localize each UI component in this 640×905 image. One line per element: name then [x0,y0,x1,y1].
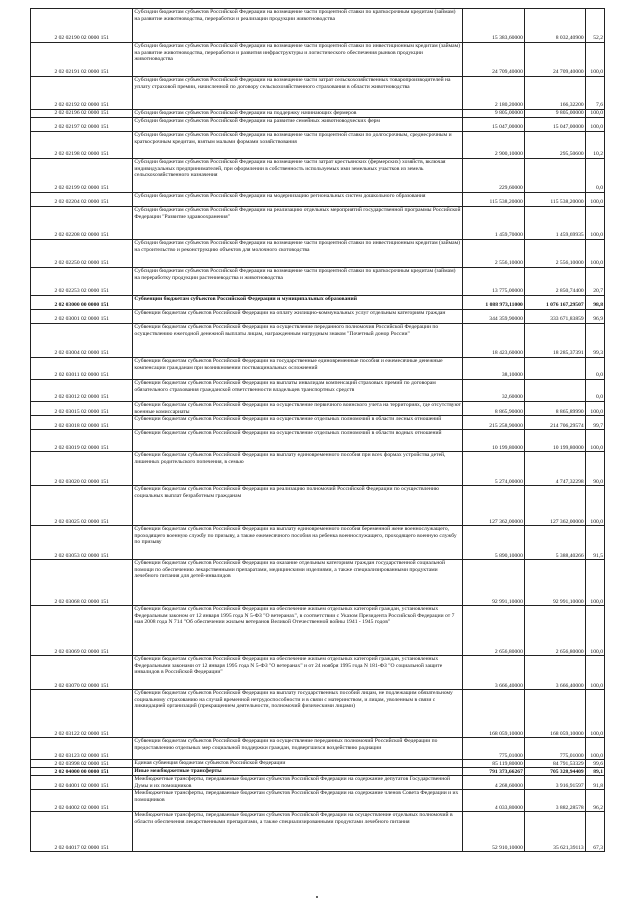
plan-cell: 229,60000 [463,159,525,193]
code-cell: 2 02 04000 00 0000 151 [31,768,133,776]
plan-cell: 215 258,90000 [463,416,525,430]
name-cell: Иные межбюджетные трансферты [133,768,463,776]
code-cell: 2 02 02208 02 0000 151 [31,207,133,240]
name-cell: Субвенции бюджетам субъектов Российской Федерации на осуществление первичного воинского учета на территориях, где отсутствуют военные комиссариаты [134,402,462,415]
page-mark [316,896,318,898]
name-cell: Субсидии бюджетам субъектов Российской Федерации на поддержку начинающих фермеров [133,110,463,118]
name-cell: Субвенции бюджетам субъектов Российской Федерации на осуществление переданных полномочий Российской Федерации по предоставлению отдельных мер социальной поддержки граждан, подвергшихся воздействию радиации [133,738,463,760]
percent-cell: 100,0 [585,207,604,240]
code-cell: 2 02 02192 02 0000 151 [31,77,133,110]
fact-cell: 3 882,28578 [524,790,585,812]
table-row [31,690,605,738]
table-row [31,268,605,296]
plan-cell: 10 199,80000 [463,430,525,452]
plan-cell: 52 910,10000 [463,812,525,852]
code-cell: 2 02 03068 02 0000 151 [31,560,133,606]
table-row [31,760,605,768]
code-cell: 2 02 02190 02 0000 151 [31,9,133,43]
fact-cell [524,380,585,402]
table-row [31,132,605,159]
fact-cell: 168 059,10000 [524,690,585,738]
name-cell: Субсидии бюджетам субъектов Российской Федерации на возмещение части процентной ставки по долгосрочным, среднесрочным и краткосрочным кредитам, взятым малыми формами хозяйствования [133,132,463,159]
table-row [31,738,605,760]
percent-cell: 100,0 [585,738,604,760]
table-row [31,310,605,324]
percent-cell: 100,0 [585,486,604,526]
name-cell: Субвенции бюджетам субъектов Российской Федерации на выплату единовременного пособия при всех формах устройства детей, лишенных родительского попечения, в семью [133,452,463,486]
code-cell: 2 02 03020 02 0000 151 [31,452,133,486]
name-cell: Субвенции бюджетам субъектов Российской Федерации на оплату жилищно-коммунальных услуг отдельным категориям граждан [133,310,463,324]
plan-cell: 92 991,10000 [463,560,525,606]
table-row [31,240,605,268]
table-row [31,110,605,118]
code-cell: 2 02 02198 02 0000 151 [31,132,133,159]
name-cell: Межбюджетные трансферты, передаваемые бюджетам субъектов Российской Федерации на содержание членов Совета Федерации и их помощников [133,790,463,812]
percent-cell: 99,6 [585,760,604,768]
fact-cell: 115 538,20000 [524,193,585,207]
table-row [31,526,605,560]
table-row [31,118,605,132]
code-cell: 2 02 03015 02 0000 151 [31,402,133,416]
code-cell: 2 02 02204 02 0000 151 [31,193,133,207]
table-row [31,768,605,776]
code-cell: 2 02 03019 02 0000 151 [31,430,133,452]
code-cell: 2 02 03000 00 0000 151 [31,296,133,310]
plan-cell: 4 033,80000 [463,790,525,812]
fact-cell: 705 328,94409 [524,768,585,776]
plan-cell: 4 268,60000 [463,776,525,790]
fact-cell: 2 850,74400 [524,268,585,296]
name-cell: Межбюджетные трансферты, передаваемые бюджетам субъектов Российской Федерации на содержание депутатов Государственной Думы и их помощников [133,776,463,790]
plan-cell: 3 666,40000 [463,656,525,690]
fact-cell: 8 865,89990 [524,402,585,416]
percent-cell: 96,2 [585,790,604,812]
name-cell: Субвенции бюджетам субъектов Российской Федерации на выплату единовременного пособия беременной жене военнослужащего, проходящего военную службу по призыву, а также ежемесячного пособия на ребенка военнослужащего, проходящего военную службу по призыву [133,526,463,560]
plan-cell: 9 805,00000 [463,110,525,118]
code-cell: 2 02 03123 02 0000 151 [31,738,133,760]
fact-cell: 333 671,83859 [524,310,585,324]
fact-cell: 15 047,00000 [524,118,585,132]
fact-cell: 214 706,29574 [524,416,585,430]
percent-cell: 0,0 [585,159,604,193]
fact-cell: 5 388,40266 [524,526,585,560]
table-row [31,416,605,430]
plan-cell: 13 775,00000 [463,268,525,296]
percent-cell: 0,0 [585,380,604,402]
plan-cell: 15 047,00000 [463,118,525,132]
table-row [31,380,605,402]
fact-cell [524,159,585,193]
percent-cell: 7,6 [585,77,604,110]
name-cell: Субвенции бюджетам субъектов Российской Федерации на осуществление отдельных полномочий в области водных отношений [133,430,463,452]
plan-cell: 344 359,90000 [463,310,525,324]
code-cell: 2 02 03053 02 0000 151 [31,526,133,560]
code-cell: 2 02 03025 02 0000 151 [31,486,133,526]
percent-cell: 100,0 [585,430,604,452]
code-cell: 2 02 02199 02 0000 151 [31,159,133,193]
name-cell: Субвенции бюджетам субъектов Российской Федерации на осуществление отдельных полномочий в области лесных отношений [133,416,463,430]
percent-cell: 100,0 [585,240,604,268]
name-cell: Субсидии бюджетам субъектов Российской Федерации на развитие семейных животноводческих ферм [133,118,463,132]
plan-cell: 32,60000 [463,380,525,402]
name-cell: Субвенции бюджетам субъектов Российской Федерации на выплату государственных пособий лицам, не подлежащим обязательному социальному страхованию на случай временной нетрудоспособности и в связи с материнством, и лицам, уволенным в связи с ликвидацией организаций (прекращением деятельности, полномочий физическими лицами) [133,690,463,738]
table-row [31,560,605,606]
budget-table [30,8,605,852]
name-cell: Субсидии бюджетам субъектов Российской Федерации на реализацию отдельных мероприятий государственной программы Российской Федерации "Развитие здравоохранения" [133,207,463,240]
percent-cell: 91,5 [585,526,604,560]
plan-cell: 168 059,10000 [463,690,525,738]
table-row [31,324,605,358]
plan-cell: 2 900,10000 [463,132,525,159]
code-cell: 2 02 04001 02 0000 151 [31,776,133,790]
percent-cell: 96,9 [585,310,604,324]
percent-cell: 10,2 [585,132,604,159]
code-cell: 2 02 03122 02 0000 151 [31,690,133,738]
name-cell: Субвенции бюджетам субъектов Российской Федерации на реализацию полномочий Российской Федерации по осуществлению социальных выплат безработным гражданам [133,486,463,526]
percent-cell: 89,1 [585,768,604,776]
percent-cell: 100,0 [585,110,604,118]
code-cell: 2 02 04017 02 0000 151 [31,812,133,852]
plan-cell: 2 180,20000 [463,77,525,110]
name-cell: Субсидии бюджетам субъектов Российской Федерации на возмещение части затрат крестьянских (фермерских) хозяйств, включая индивидуальных предпринимателей, при оформлении в собственность используемых ими земельных участков из земель сельскохозяйственного назначения [133,159,463,193]
plan-cell: 24 709,40000 [463,43,525,77]
table-row [31,430,605,452]
fact-cell: 18 285,37391 [524,324,585,358]
plan-cell: 18 423,60000 [463,324,525,358]
code-cell: 2 02 03998 02 0000 151 [31,760,133,768]
code-cell: 2 02 02250 02 0000 151 [31,240,133,268]
table-row [31,9,605,43]
name-cell: Субвенции бюджетам субъектов Российской Федерации и муниципальных образований [133,296,463,310]
table-row [31,402,605,416]
name-cell: Субсидии бюджетам субъектов Российской Федерации на возмещение части процентной ставки по инвестиционным кредитам (займам) на строительство и реконструкцию объектов для молочного скотоводства [133,240,463,268]
table-row [31,43,605,77]
plan-cell: 127 362,00000 [463,486,525,526]
table-row [31,606,605,656]
percent-cell: 91,8 [585,776,604,790]
table-row [31,812,605,852]
percent-cell: 100,0 [585,118,604,132]
percent-cell: 52,2 [585,9,604,43]
fact-cell: 3 916,91597 [524,776,585,790]
plan-cell: 38,10000 [463,358,525,380]
fact-cell [524,358,585,380]
name-cell: Субвенции бюджетам субъектов Российской Федерации на обеспечение жильем отдельных категорий граждан, установленных Федеральным законом от 12 января 1995 года N 5-ФЗ "О ветеранах", в соответствии с Указом Президента Российской Федерации от 7 мая 2008 года N 714 "Об обеспечении жильем ветеранов Великой Отечественной войны 1941 - 1945 годов" [133,606,463,656]
table-row [31,358,605,380]
name-cell: Субсидии бюджетам субъектов Российской Федерации на возмещение части затрат сельскохозяйственных товаропроизводителей на уплату страховой премии, начисленной по договору сельскохозяйственного страхования в области животноводства [133,77,463,110]
budget-table-body [31,9,605,852]
fact-cell: 166,32200 [524,77,585,110]
code-cell: 2 02 02197 02 0000 151 [31,118,133,132]
percent-cell: 100,0 [585,656,604,690]
code-cell: 2 02 03004 02 0000 151 [31,324,133,358]
code-cell: 2 02 04002 02 0000 151 [31,790,133,812]
fact-cell: 35 621,39113 [524,812,585,852]
percent-cell: 100,0 [585,690,604,738]
fact-cell: 1 076 167,29507 [524,296,585,310]
code-cell: 2 02 02196 02 0000 151 [31,110,133,118]
code-cell: 2 02 03069 02 0000 151 [31,606,133,656]
fact-cell: 295,50600 [524,132,585,159]
percent-cell: 100,0 [585,402,604,416]
code-cell: 2 02 03012 02 0000 151 [31,380,133,402]
code-cell: 2 02 03018 02 0000 151 [31,416,133,430]
code-cell: 2 02 02191 02 0000 151 [31,43,133,77]
percent-cell: 99,3 [585,324,604,358]
plan-cell: 775,01000 [463,738,525,760]
plan-cell: 791 373,66267 [463,768,525,776]
table-row [31,656,605,690]
plan-cell: 5 274,00000 [463,452,525,486]
fact-cell: 2 656,80000 [524,606,585,656]
percent-cell: 100,0 [585,43,604,77]
fact-cell: 1 459,69935 [524,207,585,240]
fact-cell: 9 805,00000 [524,110,585,118]
table-row [31,296,605,310]
plan-cell: 85 119,80000 [463,760,525,768]
fact-cell: 3 666,40000 [524,656,585,690]
code-cell: 2 02 03011 02 0000 151 [31,358,133,380]
plan-cell: 115 538,20000 [463,193,525,207]
table-row [31,77,605,110]
name-cell: Субсидии бюджетам субъектов Российской Федерации на возмещение части процентной ставки по инвестиционным кредитам (займам) на развитие животноводства, переработки и развития инфраструктуры и логистического обеспечения рынков продукции животноводства [133,43,463,77]
fact-cell: 775,01000 [524,738,585,760]
name-cell: Межбюджетные трансферты, передаваемые бюджетам субъектов Российской Федерации на осуществление отдельных полномочий в области обеспечения лекарственными препаратами, а также специализированными продуктами лечебного питания [133,812,463,852]
name-cell: Субвенции бюджетам субъектов Российской Федерации на выплаты инвалидам компенсаций страховых премий по договорам обязательного страхования гражданской ответственности владельцев транспортных средств [133,380,463,402]
percent-cell: 100,0 [585,606,604,656]
name-cell: Единая субвенция бюджетам субъектов Российской Федерации [133,760,463,768]
fact-cell: 84 791,53329 [524,760,585,768]
fact-cell: 4 747,32298 [524,452,585,486]
plan-cell: 2 556,10000 [463,240,525,268]
table-row [31,159,605,193]
percent-cell: 90,0 [585,452,604,486]
plan-cell: 1 459,70000 [463,207,525,240]
percent-cell: 67,3 [585,812,604,852]
table-row [31,776,605,790]
percent-cell: 98,8 [585,296,604,310]
name-cell: Субсидии бюджетам субъектов Российской Федерации на возмещение части процентной ставки по краткосрочным кредитам (займам) на переработку продукции растениеводства и животноводства [133,268,463,296]
plan-cell: 8 865,90000 [463,402,525,416]
code-cell: 2 02 03001 02 0000 151 [31,310,133,324]
percent-cell: 20,7 [585,268,604,296]
plan-cell: 2 656,80000 [463,606,525,656]
name-cell: Субвенции бюджетам субъектов Российской Федерации на государственные единовременные пособия и ежемесячные денежные компенсации гражданам при возникновении поствакцинальных осложнений [133,358,463,380]
fact-cell: 2 556,10000 [524,240,585,268]
name-cell: Субсидии бюджетам субъектов Российской Федерации на модернизацию региональных систем дошкольного образования [133,193,463,207]
plan-cell: 15 383,60000 [463,9,525,43]
plan-cell: 1 088 973,11000 [463,296,525,310]
table-row [31,193,605,207]
fact-cell: 92 991,10000 [524,560,585,606]
fact-cell: 8 032,40900 [524,9,585,43]
name-cell: Субвенции бюджетам субъектов Российской Федерации на оказание отдельным категориям граждан государственной социальной помощи по обеспечению лекарственными препаратами, медицинскими изделиями, а также специализированными продуктами лечебного питания для детей-инвалидов [133,560,463,606]
table-row [31,207,605,240]
table-row [31,486,605,526]
fact-cell: 127 362,00000 [524,486,585,526]
percent-cell: 100,0 [585,560,604,606]
fact-cell: 24 709,40000 [524,43,585,77]
name-cell: Субвенции бюджетам субъектов Российской Федерации на осуществление переданного полномочия Российской Федерации по осуществлению ежегодной денежной выплаты лицам, награжденным нагрудным знаком "Почетный донор России" [133,324,463,358]
code-cell: 2 02 02253 02 0000 151 [31,268,133,296]
percent-cell: 100,0 [585,193,604,207]
table-row [31,790,605,812]
table-row [31,452,605,486]
fact-cell: 10 199,80000 [524,430,585,452]
percent-cell: 99,7 [585,416,604,430]
name-cell: Субвенции бюджетам субъектов Российской Федерации на обеспечение жильем отдельных категорий граждан, установленных Федеральными законами от 12 января 1995 года N 5-ФЗ "О ветеранах" и от 24 ноября 1995 года N 181-ФЗ "О социальной защите инвалидов в Российской Федерации" [133,656,463,690]
percent-cell: 0,0 [585,358,604,380]
plan-cell: 5 890,10000 [463,526,525,560]
name-cell: Субсидии бюджетам субъектов Российской Федерации на возмещение части процентной ставки по краткосрочным кредитам (займам) на развитие животноводства, переработки и реализации продукции животноводства [133,9,463,43]
code-cell: 2 02 03070 02 0000 151 [31,656,133,690]
